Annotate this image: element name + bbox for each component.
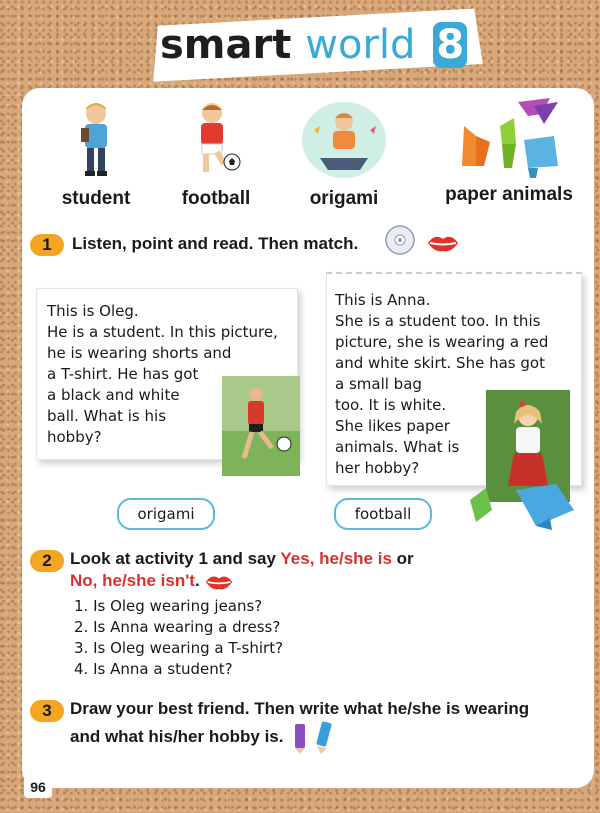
anna-line: picture, she is wearing a red	[335, 333, 549, 351]
hobby-label: paper animals	[445, 184, 573, 205]
hobby-label: student	[61, 188, 131, 209]
oleg-photo	[222, 376, 300, 476]
hobby-label: origami	[309, 188, 379, 209]
question-item: 4. Is Anna a student?	[74, 660, 233, 678]
or-word: or	[396, 549, 414, 568]
pencil-characters-icon	[291, 720, 341, 754]
question-item: 2. Is Anna wearing a dress?	[74, 618, 281, 636]
oleg-line: a T-shirt. He has got	[47, 365, 199, 383]
hobby-label: football	[181, 188, 251, 209]
football-player-icon	[186, 100, 246, 180]
oleg-line: a black and white	[47, 386, 180, 404]
task-2-badge: 2	[30, 550, 64, 572]
task-1-badge: 1	[30, 234, 64, 256]
oleg-line: he is wearing shorts and	[47, 344, 232, 362]
page-title	[160, 22, 467, 68]
task-3-instruction	[70, 698, 580, 754]
cd-audio-icon[interactable]	[384, 224, 416, 256]
task-1-text: Listen, point and read. Then match.	[72, 234, 359, 253]
oleg-line: He is a student. In this picture,	[47, 323, 278, 341]
paper-animals-icon	[454, 96, 564, 180]
anna-line: She is a student too. In this	[335, 312, 541, 330]
title-world: world	[305, 22, 416, 68]
title-smart: smart	[160, 22, 292, 68]
yes-phrase: Yes, he/she is	[280, 549, 392, 568]
oleg-line: This is Oleg.	[47, 302, 139, 320]
lips-speak-icon	[204, 572, 234, 592]
hobby-origami	[296, 100, 392, 210]
task-1-instruction	[72, 234, 432, 254]
page-number: 96	[24, 776, 52, 798]
hobby-student	[46, 100, 146, 210]
answer-box-origami[interactable]: origami	[117, 498, 215, 530]
anna-line: This is Anna.	[335, 291, 431, 309]
task-2-text: Look at activity 1 and say	[70, 549, 276, 568]
task-3-badge: 3	[30, 700, 64, 722]
question-item: 3. Is Oleg wearing a T-shirt?	[74, 639, 284, 657]
anna-line: a small bag	[335, 375, 422, 393]
task-3-line-1: Draw your best friend. Then write what he/she is wearing	[70, 699, 530, 718]
oleg-line: hobby?	[47, 428, 102, 446]
task-2-instruction	[70, 548, 490, 592]
period: .	[194, 571, 200, 590]
answer-box-football[interactable]: football	[334, 498, 432, 530]
question-list	[74, 596, 283, 680]
anna-line: animals. What is	[335, 438, 460, 456]
anna-line: and white skirt. She has got	[335, 354, 545, 372]
question-item: 1. Is Oleg wearing jeans?	[74, 597, 263, 615]
origami-girl-icon	[300, 100, 388, 180]
student-boy-icon	[71, 100, 121, 180]
anna-line: She likes paper	[335, 417, 450, 435]
hobby-paper-animals	[436, 96, 582, 206]
oleg-line: ball. What is his	[47, 407, 167, 425]
unit-number-badge: 8	[433, 22, 467, 68]
task-3-line-2-text: and what his/her hobby is.	[70, 727, 284, 746]
anna-line: too. It is white.	[335, 396, 447, 414]
paper-animals-decoration	[466, 470, 580, 532]
no-phrase: No, he/she isn't	[70, 571, 195, 590]
hobby-football	[170, 100, 262, 210]
task-3-line-2	[70, 720, 580, 754]
anna-line: her hobby?	[335, 459, 420, 477]
lips-speak-icon	[426, 232, 460, 254]
